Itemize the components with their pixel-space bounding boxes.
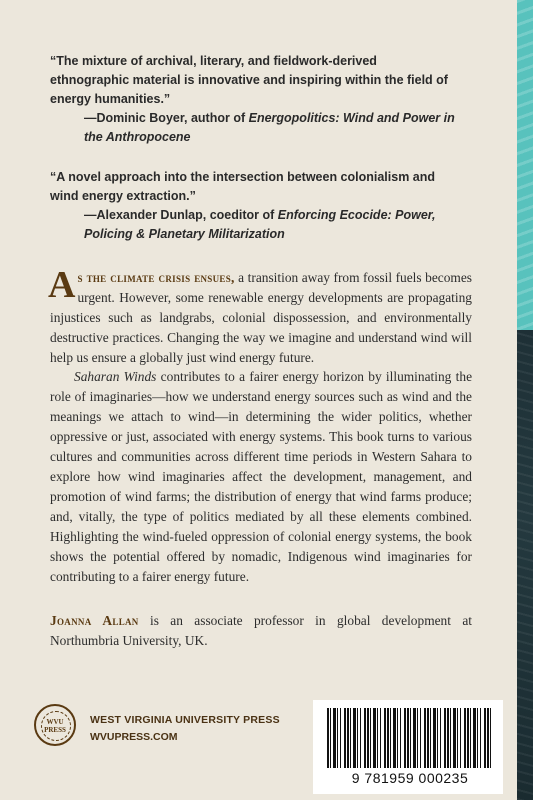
description-lead: s the climate crisis ensues,: [77, 270, 235, 285]
spine-teal-strip: [517, 0, 533, 330]
quote-2-text: “A novel approach into the intersection between colonialism and wind energy extraction.”: [50, 170, 436, 203]
book-title-inline: Saharan Winds: [74, 369, 157, 384]
description-p1-text: a transition away from fossil fuels becomes urgent. However, some renewable energy developments are propagating injustices such as landgrabs, colonial dispossession, and environmentally destructive practices. Changing the way we imagine and understand wind will help us ensure a globally just wind energy future.: [50, 270, 472, 365]
barcode-icon: [327, 708, 491, 768]
quote-1-text: “The mixture of archival, literary, and fieldwork-derived ethnographic material is innovative and inspiring within the field of energy humanities.”: [50, 54, 448, 106]
publisher-block: [34, 704, 304, 748]
quote-1-attribution-prefix: —Dominic Boyer, author of: [84, 111, 249, 125]
quote-2-book-title: Enforcing Ecocide: Power, Policing & Planetary Militarization: [84, 208, 436, 241]
isbn-number: 9 781959 000235: [351, 770, 469, 786]
author-bio: [50, 611, 472, 651]
author-bio-text: is an associate professor in global development at Northumbria University, UK.: [50, 613, 473, 648]
quote-2-attribution-prefix: —Alexander Dunlap, coeditor of: [84, 208, 278, 222]
publisher-seal-text: WVU PRESS: [44, 718, 66, 734]
author-name: Joanna Allan: [50, 613, 139, 628]
quote-2-attribution: [84, 206, 464, 244]
description-paragraph-1: [48, 264, 472, 368]
publisher-seal-icon: [34, 704, 76, 746]
quote-1-attribution: [84, 109, 464, 147]
barcode-box: [313, 700, 503, 794]
quote-1-book-title: Energopolitics: Wind and Power in the Anthropocene: [84, 111, 455, 144]
spine-dark-strip: [517, 330, 533, 800]
description-paragraph-2: [50, 367, 472, 587]
publisher-name: WEST VIRGINIA UNIVERSITY PRESS: [90, 714, 280, 726]
description-p2-text: contributes to a fairer energy horizon by illuminating the role of imaginaries—how we understand energy sources such as wind and the meanings we attach to wind—in determining the wider politics, whether oppressive or just, associated with energy systems. This book turns to various cultures and communities across different time periods in Western Sahara to explore how wind imaginaries affect the development, management, and promotion of wind farms; the distribution of energy that wind farms produce; and, vitally, the type of politics mediated by all these elements combined. Highlighting the wind-fueled oppression of colonial energy systems, the book shows the potential offered by nomadic, Indigenous wind imaginaries for contributing to a fairer energy future.: [50, 369, 473, 584]
publisher-url: WVUPRESS.COM: [90, 731, 178, 743]
drop-cap: A: [48, 264, 76, 306]
